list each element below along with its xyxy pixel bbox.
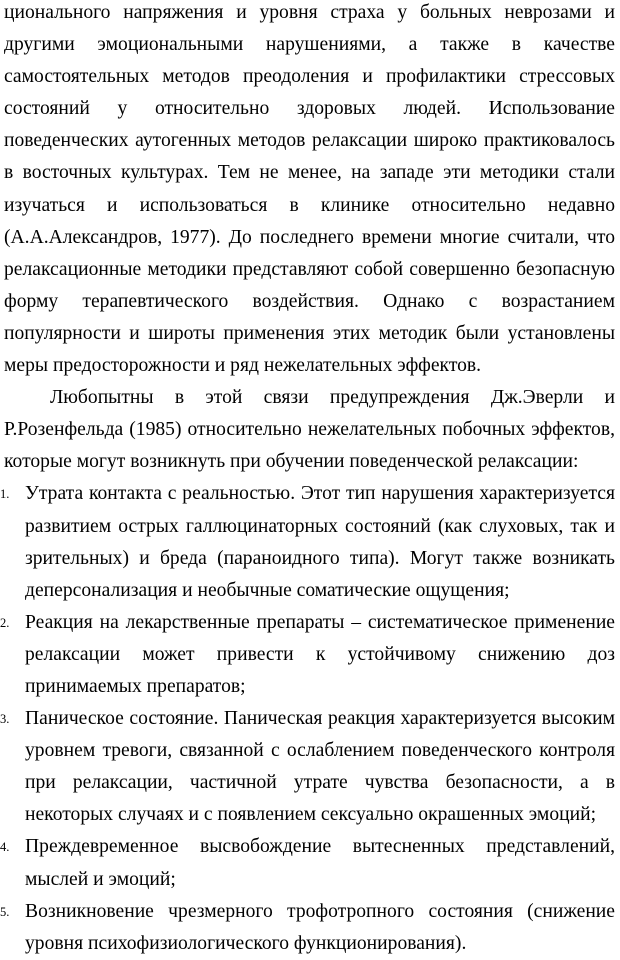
list-item-text: Преждевременное высвобождение вытесненных представлений, мыслей и эмоций; (25, 836, 615, 890)
list-item-number: 1. (0, 487, 10, 502)
list-item-text: Утрата контакта с реальностью. Этот тип нарушения характеризуется развитием острых галлюцинаторных состояний (как слуховых, так и зрительных) и бреда (параноидного типа). Могут также возникать деперсонализация и необычные соматические ощущения; (25, 483, 615, 601)
paragraph-continued: ционального напряжения и уровня страха у больных неврозами и другими эмоциональными нарушениями, а также в качестве самостоятельных методов преодоления и профилактики стрессовых состояний у относительно здоровых людей. Использование поведенческих аутогенных методов релаксации широко практиковалось в восточных культурах. Тем не менее, на западе эти методики стали изучаться и использоваться в клинике относительно недавно (А.А.Александров, 1977). До последнего времени многие считали, что релаксационные методики представляют собой совершенно безопасную форму терапевтического воздействия. Однако с возрастанием популярности и широты применения этих методик были установлены меры предосторожности и ряд нежелательных эффектов. (4, 2, 615, 377)
list-item (0, 831, 615, 895)
list-item (0, 703, 615, 831)
list-item-number: 5. (0, 904, 10, 919)
list-item-text: Паническое состояние. Паническая реакция характеризуется высоким уровнем тревоги, связанной с ослаблением поведенческого контроля при релаксации, частичной утрате чувства безопасности, а в некоторых случаях и с появлением сексуально окрашенных эмоций; (25, 708, 615, 826)
list-item (0, 478, 615, 606)
side-effects-list (0, 478, 615, 959)
list-item-number: 4. (0, 840, 10, 855)
paragraph-intro-warnings: Любопытны в этой связи предупреждения Дж.Эверли и Р.Розенфельда (1985) относительно нежелательных побочных эффектов, которые могут возникнуть при обучении поведенческой релаксации: (4, 387, 615, 473)
list-item-text: Реакция на лекарственные препараты – систематическое применение релаксации может привести к устойчивому снижению доз принимаемых препаратов; (25, 611, 615, 697)
list-item (0, 896, 615, 960)
list-item-number: 3. (0, 712, 10, 727)
list-item-number: 2. (0, 615, 10, 630)
list-item (0, 607, 615, 703)
list-item-text: Возникновение чрезмерного трофотропного состояния (снижение уровня психофизиологического функционирования). (25, 900, 615, 954)
